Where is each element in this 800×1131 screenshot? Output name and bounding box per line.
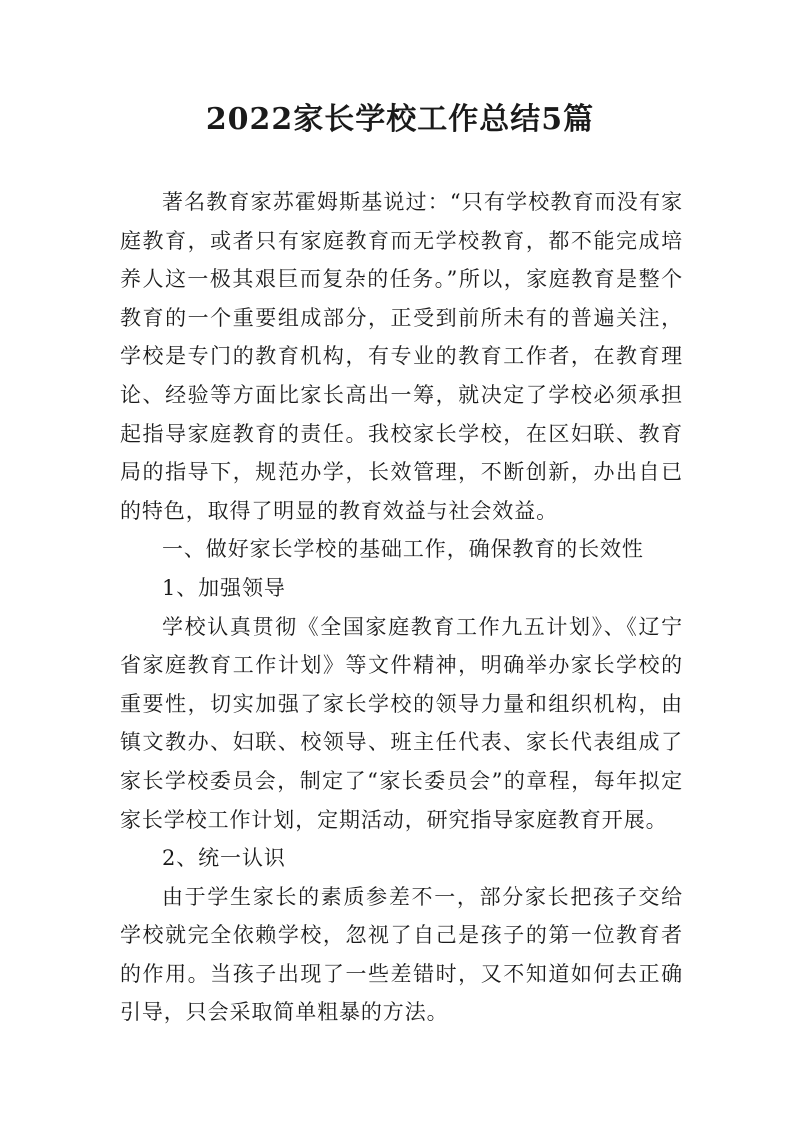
- section-heading: 一、做好家长学校的基础工作，确保教育的长效性: [162, 537, 644, 562]
- document-body: [120, 183, 683, 1032]
- body-paragraph: 学校认真贯彻《全国家庭教育工作九五计划》、《辽宁省家庭教育工作计划》等文件精神，明确举办家长学校的重要性，切实加强了家长学校的领导力量和组织机构，由镇文教办、妇联、校领导、班主任代表、家长代表组成了家长学校委员会，制定了“家长委员会”的章程，每年拟定家长学校工作计划，定期活动，研究指导家庭教育开展。: [120, 614, 683, 832]
- body-paragraph: 由于学生家长的素质参差不一，部分家长把孩子交给学校就完全依赖学校，忽视了自己是孩子的第一位教育者的作用。当孩子出现了一些差错时，又不知道如何去正确引导，只会采取简单粗暴的方法。: [120, 884, 683, 1025]
- subsection-heading: 2、统一认识: [162, 846, 286, 871]
- document-title: 2022家长学校工作总结5篇: [205, 102, 595, 137]
- subsection-heading: 1、加强领导: [162, 575, 286, 600]
- intro-paragraph: 著名教育家苏霍姆斯基说过：“只有学校教育而没有家庭教育，或者只有家庭教育而无学校教育，都不能完成培养人这一极其艰巨而复杂的任务。”所以，家庭教育是整个教育的一个重要组成部分，正受到前所未有的普遍关注，学校是专门的教育机构，有专业的教育工作者，在教育理论、经验等方面比家长高出一筹，就决定了学校必须承担起指导家庭教育的责任。我校家长学校，在区妇联、教育局的指导下，规范办学，长效管理，不断创新，办出自已的特色，取得了明显的教育效益与社会效益。: [120, 190, 683, 523]
